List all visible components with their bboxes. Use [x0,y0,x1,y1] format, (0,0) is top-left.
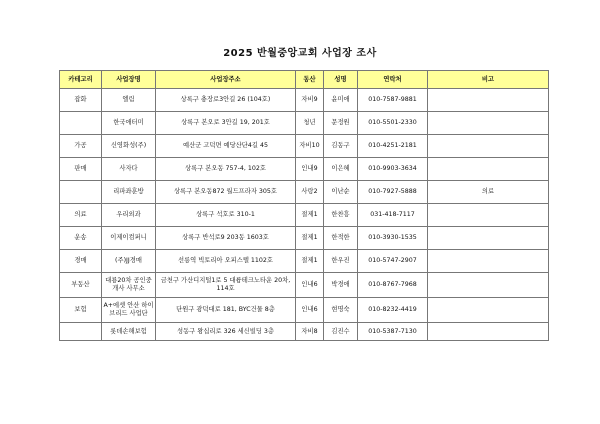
category-cell: 부동산 [60,273,102,298]
category-cell: 잡화 [60,89,102,112]
table-row [60,181,549,204]
note-cell [428,227,549,250]
note-cell [428,323,549,341]
business-name-cell: 한국애터미 [102,112,156,135]
dong-cell: 인내6 [296,273,324,298]
note-cell [428,204,549,227]
note-cell [428,298,549,323]
note-cell [428,89,549,112]
header-note: 비고 [428,71,549,89]
phone-cell: 010-4251-2181 [358,135,428,158]
business-name-cell: 엘림 [102,89,156,112]
person-cell: 한적한 [324,227,358,250]
business-name-cell: 대룡20차 공인중개사 사무소 [102,273,156,298]
category-cell [60,323,102,341]
dong-cell: 인내9 [296,158,324,181]
note-cell [428,273,549,298]
dong-cell: 인내6 [296,298,324,323]
person-cell: 현명숙 [324,298,358,323]
person-cell: 이은혜 [324,158,358,181]
phone-cell: 010-5387-7130 [358,323,428,341]
phone-cell: 010-5501-2330 [358,112,428,135]
address-cell: 상록구 반석로9 203동 1603호 [156,227,296,250]
header-phone: 연락처 [358,71,428,89]
address-cell: 단원구 광덕대로 181, BYC건물 8층 [156,298,296,323]
person-cell: 한우진 [324,250,358,273]
dong-cell: 절제1 [296,204,324,227]
category-cell [60,181,102,204]
dong-cell: 절제1 [296,250,324,273]
address-cell: 금천구 가산디지털1로 5 대륭테크노타운 20차, 114호 [156,273,296,298]
note-cell [428,135,549,158]
table-row [60,250,549,273]
category-cell: 판매 [60,158,102,181]
category-cell [60,112,102,135]
table-row [60,112,549,135]
address-cell: 상록구 본오동872 월드프라자 305호 [156,181,296,204]
address-cell: 선릉역 빅토리아 오피스텔 1102호 [156,250,296,273]
page-title: 2025 반월중앙교회 사업장 조사 [223,48,377,59]
business-name-cell: 롯데손해보험 [102,323,156,341]
header-dong: 동산 [296,71,324,89]
person-cell: 김동구 [324,135,358,158]
dong-cell: 자비8 [296,323,324,341]
phone-cell: 010-9903-3634 [358,158,428,181]
address-cell: 상록구 석호로 310-1 [156,204,296,227]
address-cell: 예산군 고덕면 예당산단4길 45 [156,135,296,158]
header-category: 카테고리 [60,71,102,89]
person-cell: 윤미애 [324,89,358,112]
phone-cell: 010-3930-1535 [358,227,428,250]
business-name-cell: A+에셋 안산 하이브리드 사업단 [102,298,156,323]
address-cell: 상록구 본오동 757-4, 102호 [156,158,296,181]
business-survey-table [59,70,549,341]
table-row [60,227,549,250]
category-cell: 보험 [60,298,102,323]
table-row [60,135,549,158]
person-cell: 이난순 [324,181,358,204]
business-name-cell: (주)JJ경매 [102,250,156,273]
table-row [60,273,549,298]
category-cell: 경매 [60,250,102,273]
person-cell: 김진수 [324,323,358,341]
address-cell: 성동구 왕십리로 326 세신빌딩 3층 [156,323,296,341]
dong-cell: 절제1 [296,227,324,250]
phone-cell: 010-5747-2907 [358,250,428,273]
category-cell: 의료 [60,204,102,227]
business-name-cell: 리파좌훈방 [102,181,156,204]
table-row [60,89,549,112]
note-cell [428,158,549,181]
dong-cell: 자비10 [296,135,324,158]
business-name-cell: 우리외과 [102,204,156,227]
business-name-cell: 이제이컴퍼니 [102,227,156,250]
category-cell: 운송 [60,227,102,250]
note-cell: 의료 [428,181,549,204]
person-cell: 한찬흥 [324,204,358,227]
phone-cell: 010-8232-4419 [358,298,428,323]
person-cell: 문정원 [324,112,358,135]
phone-cell: 010-7927-5888 [358,181,428,204]
table-header-row [60,71,549,89]
phone-cell: 010-7587-9881 [358,89,428,112]
person-cell: 박경애 [324,273,358,298]
business-name-cell: 신영화성(주) [102,135,156,158]
dong-cell: 자비9 [296,89,324,112]
table-row [60,158,549,181]
category-cell: 가공 [60,135,102,158]
table-row [60,323,549,341]
address-cell: 상록구 본오로 3안길 19, 201호 [156,112,296,135]
dong-cell: 청년 [296,112,324,135]
header-address: 사업장주소 [156,71,296,89]
phone-cell: 031-418-7117 [358,204,428,227]
address-cell: 상록구 충장로3안길 26 (104호) [156,89,296,112]
table-row [60,204,549,227]
phone-cell: 010-8767-7968 [358,273,428,298]
dong-cell: 사랑2 [296,181,324,204]
header-business-name: 사업장명 [102,71,156,89]
business-name-cell: 사자다 [102,158,156,181]
table-row [60,298,549,323]
note-cell [428,112,549,135]
header-person: 성명 [324,71,358,89]
note-cell [428,250,549,273]
